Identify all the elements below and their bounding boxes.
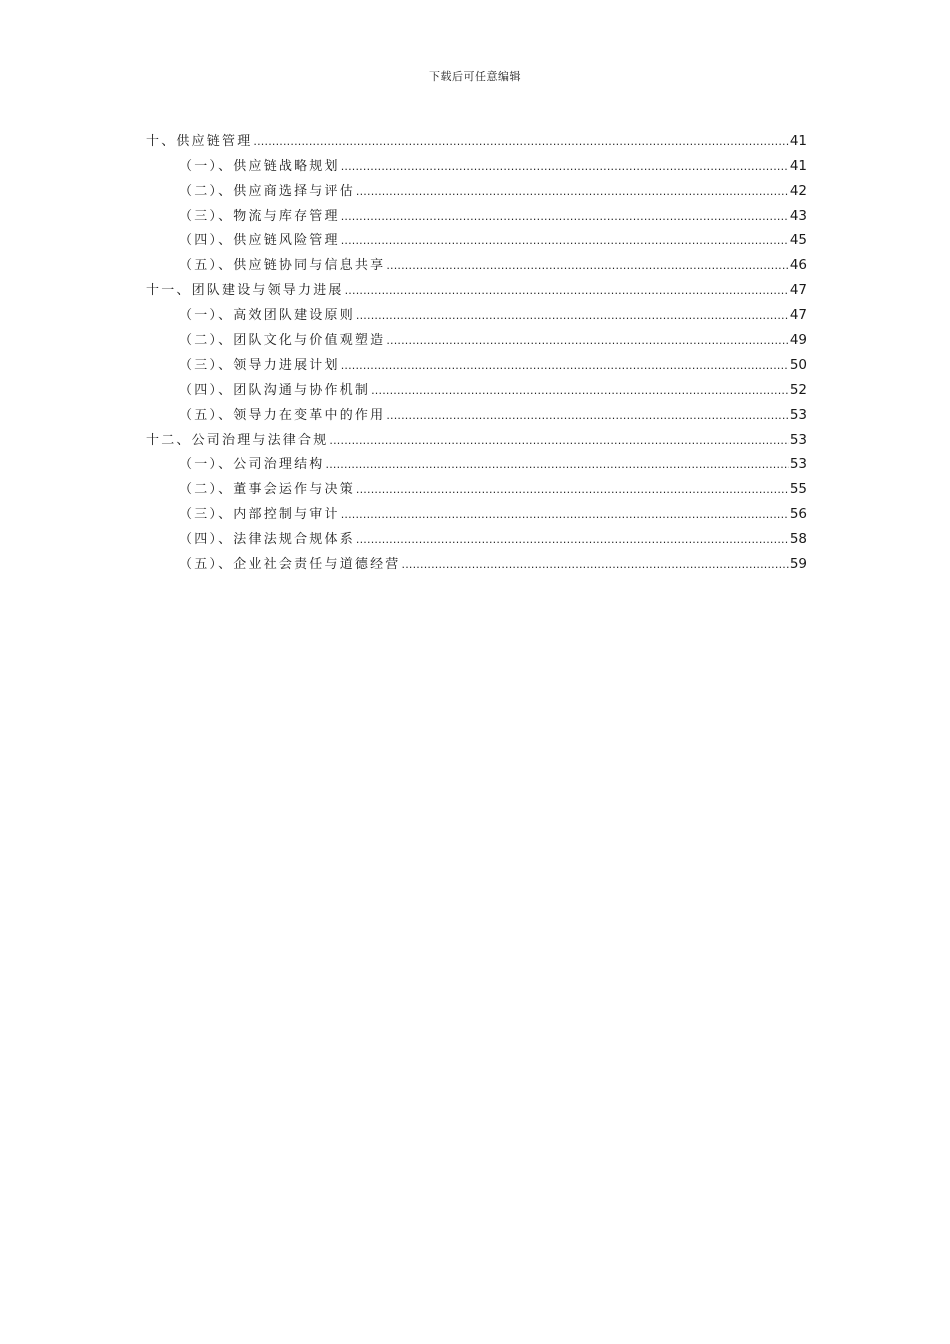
- toc-entry-section[interactable]: [146, 498, 807, 523]
- toc-entry-page: 53: [789, 431, 807, 448]
- toc-dot-leader: [386, 332, 789, 349]
- toc-entry-page: 53: [789, 406, 807, 423]
- toc-dot-leader: [345, 282, 789, 299]
- toc-entry-section[interactable]: [146, 324, 807, 349]
- toc-entry-title: （二）、董事会运作与决策: [179, 482, 355, 498]
- table-of-contents: [146, 125, 807, 573]
- toc-entry-section[interactable]: [146, 249, 807, 274]
- toc-entry-section[interactable]: [146, 399, 807, 424]
- toc-dot-leader: [356, 183, 789, 200]
- toc-dot-leader: [341, 208, 789, 225]
- toc-entry-title: （二）、供应商选择与评估: [179, 183, 355, 199]
- toc-entry-title: （三）、物流与库存管理: [179, 208, 340, 224]
- toc-entry-title: （四）、法律法规合规体系: [179, 532, 355, 548]
- toc-entry-page: 42: [789, 182, 807, 199]
- toc-entry-title: （一）、公司治理结构: [179, 457, 325, 473]
- toc-entry-chapter[interactable]: [146, 274, 807, 299]
- toc-entry-title: （三）、领导力进展计划: [179, 357, 340, 373]
- toc-dot-leader: [341, 506, 789, 523]
- toc-dot-leader: [356, 531, 789, 548]
- toc-entry-page: 47: [789, 282, 807, 299]
- toc-dot-leader: [356, 481, 789, 498]
- toc-entry-section[interactable]: [146, 150, 807, 175]
- toc-dot-leader: [402, 556, 789, 573]
- toc-entry-section[interactable]: [146, 200, 807, 225]
- toc-entry-section[interactable]: [146, 523, 807, 548]
- toc-entry-page: 53: [789, 456, 807, 473]
- toc-entry-section[interactable]: [146, 548, 807, 573]
- toc-entry-page: 58: [789, 531, 807, 548]
- toc-entry-title: （四）、团队沟通与协作机制: [179, 382, 371, 398]
- toc-entry-page: 41: [789, 132, 807, 149]
- toc-entry-section[interactable]: [146, 299, 807, 324]
- toc-entry-page: 45: [789, 232, 807, 249]
- toc-entry-title: （五）、供应链协同与信息共享: [179, 258, 386, 274]
- toc-entry-title: （一）、供应链战略规划: [179, 158, 340, 174]
- toc-entry-title: （三）、内部控制与审计: [179, 507, 340, 523]
- toc-entry-section[interactable]: [146, 473, 807, 498]
- toc-entry-title: （四）、供应链风险管理: [179, 233, 340, 249]
- toc-entry-page: 52: [789, 381, 807, 398]
- toc-entry-page: 41: [789, 157, 807, 174]
- toc-entry-page: 56: [789, 506, 807, 523]
- toc-entry-page: 43: [789, 207, 807, 224]
- toc-dot-leader: [329, 432, 788, 449]
- toc-entry-page: 49: [789, 332, 807, 349]
- toc-dot-leader: [386, 257, 789, 274]
- page-header-note: 下载后可任意编辑: [429, 70, 521, 83]
- toc-entry-title: 十、供应链管理: [146, 133, 253, 149]
- toc-entry-title: （五）、企业社会责任与道德经营: [179, 557, 401, 573]
- toc-entry-page: 55: [789, 481, 807, 498]
- toc-entry-page: 50: [789, 356, 807, 373]
- toc-entry-section[interactable]: [146, 449, 807, 474]
- toc-entry-chapter[interactable]: [146, 125, 807, 150]
- toc-dot-leader: [341, 158, 789, 175]
- toc-entry-section[interactable]: [146, 349, 807, 374]
- toc-entry-section[interactable]: [146, 374, 807, 399]
- toc-dot-leader: [253, 133, 788, 150]
- toc-entry-title: （一）、高效团队建设原则: [179, 308, 355, 324]
- toc-entry-section[interactable]: [146, 175, 807, 200]
- toc-entry-page: 59: [789, 556, 807, 573]
- toc-dot-leader: [326, 456, 789, 473]
- toc-dot-leader: [341, 232, 789, 249]
- toc-dot-leader: [371, 382, 789, 399]
- toc-dot-leader: [356, 307, 789, 324]
- toc-entry-page: 46: [789, 257, 807, 274]
- toc-entry-title: 十二、公司治理与法律合规: [146, 432, 329, 448]
- toc-dot-leader: [341, 357, 789, 374]
- toc-dot-leader: [386, 407, 789, 424]
- toc-entry-chapter[interactable]: [146, 424, 807, 449]
- toc-entry-section[interactable]: [146, 225, 807, 250]
- toc-entry-title: （五）、领导力在变革中的作用: [179, 407, 386, 423]
- toc-entry-title: （二）、团队文化与价值观塑造: [179, 333, 386, 349]
- toc-entry-title: 十一、团队建设与领导力进展: [146, 283, 344, 299]
- toc-entry-page: 47: [789, 307, 807, 324]
